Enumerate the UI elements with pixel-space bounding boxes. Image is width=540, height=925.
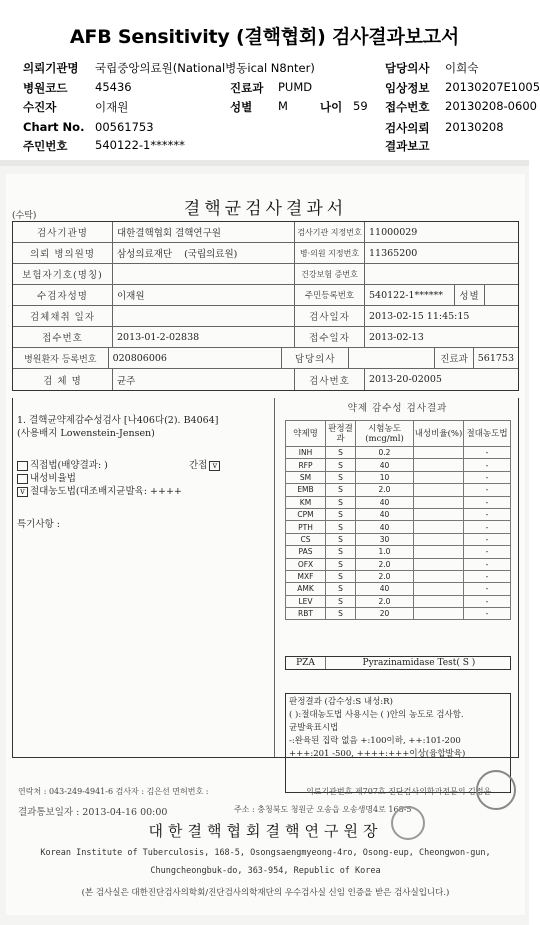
- doctor-label: 담당의사: [385, 61, 430, 75]
- grid-label: 진료과: [435, 348, 473, 368]
- drug-cell: LEV: [286, 595, 326, 607]
- drug-row: [286, 521, 511, 533]
- institution-label: 의뢰기관명: [23, 61, 79, 75]
- grid-row: [13, 243, 518, 264]
- grid-value: 540122-1******: [365, 285, 455, 305]
- drug-cell: -: [464, 533, 511, 545]
- judgement-line: +++:201 -500, ++++:+++이상(융합발육): [289, 749, 466, 759]
- direct-method-label: 직접법(배양결과: ): [30, 460, 108, 471]
- recipient-label: 수진자: [23, 100, 57, 114]
- grid-value: 이재원: [113, 285, 295, 305]
- clinical-label: 임상정보: [385, 81, 430, 95]
- grid-label: 접수번호: [13, 327, 113, 347]
- results-section: [12, 398, 519, 758]
- drug-cell: CS: [286, 533, 326, 545]
- drug-cell: RBT: [286, 608, 326, 620]
- address-line: 주소 : 충청북도 청원군 오송읍 오송생명4로 168-5: [234, 805, 412, 814]
- grid-value: 561753: [477, 352, 514, 364]
- checkbox-icon: [17, 461, 28, 471]
- drug-cell: INH: [286, 447, 326, 459]
- drug-cell: -: [464, 558, 511, 570]
- drug-cell: S: [326, 558, 356, 570]
- judgement-line: 균발육표시법: [289, 723, 339, 733]
- grid-row: [13, 264, 518, 285]
- drug-cell: S: [326, 459, 356, 471]
- drug-cell: S: [326, 496, 356, 508]
- contact-line: 연락처 : 043-249-4941-6 검사자 : 김은선 면허번호 :: [18, 787, 209, 796]
- grid-value: [113, 243, 295, 263]
- drug-cell: AMK: [286, 583, 326, 595]
- special-notes: 특기사항 :: [17, 519, 60, 530]
- drug-cell: EMB: [286, 484, 326, 496]
- suta-label: (수탁): [12, 211, 37, 221]
- grid-row: [13, 369, 518, 390]
- judgement-box: [285, 693, 511, 793]
- drug-cell: [414, 595, 464, 607]
- drug-cell: -: [464, 471, 511, 483]
- col-header: 판정결과: [326, 421, 356, 447]
- institute-name: 대한결핵협회결핵연구원장: [148, 822, 383, 840]
- received-label: 접수번호: [385, 100, 430, 114]
- grid-label: 주민등록번호: [295, 285, 365, 305]
- drug-cell: 40: [356, 583, 414, 595]
- grid-label: 수검자성명: [13, 285, 113, 305]
- drug-cell: 40: [356, 459, 414, 471]
- institution-value: 국립중앙의료원(National병동ical N8nter): [95, 61, 315, 75]
- susceptibility-header: 약제 감수성 검사결과: [347, 403, 448, 414]
- drug-cell: 2.0: [356, 484, 414, 496]
- checkbox-icon: [17, 474, 28, 484]
- drug-row: [286, 595, 511, 607]
- drug-row: [286, 583, 511, 595]
- ratio-method-label: 내성비율법: [30, 473, 76, 484]
- drug-cell: -: [464, 496, 511, 508]
- grid-value: [113, 306, 295, 326]
- grid-label: 검 체 명: [13, 369, 113, 390]
- drug-cell: 2.0: [356, 570, 414, 582]
- grid-value: 2013-02-13: [369, 331, 424, 343]
- drug-cell: -: [464, 570, 511, 582]
- seal-stamp: [476, 770, 516, 810]
- drug-cell: [414, 533, 464, 545]
- col-header: 약제명: [286, 421, 326, 447]
- drug-cell: -: [464, 521, 511, 533]
- grid-label: 병·의원 지정번호: [295, 243, 365, 263]
- drug-cell: 2.0: [356, 558, 414, 570]
- absolute-method-label: 절대농도법(대조배지균발육: ++++: [30, 486, 182, 497]
- direct-method: [17, 457, 108, 471]
- info-grid: [12, 221, 519, 391]
- drug-cell: S: [326, 608, 356, 620]
- age-value: 59: [353, 99, 368, 113]
- drug-cell: 40: [356, 521, 414, 533]
- col-header: 시험농도(mcg/ml): [356, 421, 414, 447]
- grid-label: 병원환자 등록번호: [13, 348, 109, 368]
- drug-cell: S: [326, 595, 356, 607]
- grid-row: [13, 327, 518, 348]
- drug-row: [286, 558, 511, 570]
- drug-row: [286, 570, 511, 582]
- dept-value: PUMD: [278, 80, 313, 94]
- method-panel: [13, 398, 275, 757]
- grid-row: [13, 222, 518, 243]
- grid-value: 2013-20-02005: [369, 374, 442, 385]
- age-label: 나이: [320, 100, 343, 114]
- col-header: 내성비율(%): [414, 421, 464, 447]
- english-address-1: Korean Institute of Tuberculosis, 168-5, Osongsaengmyeong-4ro, Osong-eup, Cheongwon-gun,: [40, 848, 491, 858]
- drug-cell: [414, 608, 464, 620]
- drug-cell: [414, 484, 464, 496]
- grid-value: [349, 348, 435, 368]
- drug-cell: -: [464, 459, 511, 471]
- indirect-method: [189, 457, 222, 471]
- seal-stamp: [391, 806, 425, 840]
- sex-label: 성별: [230, 100, 253, 114]
- grid-value: [365, 264, 518, 284]
- test-line: 1. 결핵균약제감수성검사 [나406다(2). B4064]: [17, 415, 219, 426]
- drug-cell: MXF: [286, 570, 326, 582]
- report-title: AFB Sensitivity (결핵협회) 검사결과보고서: [69, 26, 460, 48]
- recipient-value: 이재원: [95, 100, 129, 114]
- drug-row: [286, 447, 511, 459]
- drug-cell: S: [326, 508, 356, 520]
- grid-label: 검사기관명: [13, 222, 113, 242]
- hospital-code-label: 병원코드: [23, 81, 68, 95]
- grid-value: [113, 264, 295, 284]
- drug-row: [286, 484, 511, 496]
- drug-cell: 20: [356, 608, 414, 620]
- drug-cell: -: [464, 447, 511, 459]
- grid-value: 균주: [113, 369, 295, 390]
- drug-row: [286, 496, 511, 508]
- drug-cell: [414, 570, 464, 582]
- drug-cell: 30: [356, 533, 414, 545]
- received-value: 20130208-0600: [445, 99, 537, 113]
- drug-cell: -: [464, 484, 511, 496]
- pza-value: Pyrazinamidase Test( S ): [362, 658, 476, 668]
- drug-cell: [414, 459, 464, 471]
- grid-value: 2013-02-15 11:45:15: [369, 310, 470, 322]
- grid-value: 2013-01-2-02838: [113, 327, 295, 347]
- english-address-2: Chungcheongbuk-do, 363-954, Republic of Korea: [150, 866, 381, 876]
- referral-hospital: 삼성의료재단: [117, 249, 173, 260]
- sex-value: M: [278, 99, 288, 113]
- ratio-method: [17, 470, 76, 484]
- report-label: 결과보고: [385, 139, 430, 153]
- drug-cell: -: [464, 608, 511, 620]
- drug-cell: 1.0: [356, 546, 414, 558]
- drug-cell: S: [326, 583, 356, 595]
- drug-cell: [414, 521, 464, 533]
- referral-hospital-note: (국립의료원): [184, 249, 238, 260]
- absolute-method: [17, 483, 182, 497]
- request-value: 20130208: [445, 120, 504, 134]
- grid-value: 11000029: [369, 226, 418, 238]
- drug-row: [286, 508, 511, 520]
- scanned-document: [6, 174, 525, 915]
- drug-cell: 40: [356, 496, 414, 508]
- chart-label: Chart No.: [23, 120, 85, 134]
- request-label: 검사의뢰: [385, 121, 430, 135]
- dept-label: 진료과: [230, 81, 264, 95]
- grid-row: [13, 285, 518, 306]
- drug-cell: RFP: [286, 459, 326, 471]
- pza-label: PZA: [286, 657, 326, 669]
- drug-cell: S: [326, 447, 356, 459]
- certification-note: (본 검사실은 대한진단검사의학회/진단검사의학재단의 우수검사실 신임 인증을 받은 검사실입니다.): [81, 888, 450, 898]
- drug-row: [286, 608, 511, 620]
- drug-cell: S: [326, 533, 356, 545]
- drug-cell: PAS: [286, 546, 326, 558]
- doctor-value: 이희숙: [445, 61, 479, 75]
- report-header: [0, 0, 540, 160]
- drug-cell: CPM: [286, 508, 326, 520]
- grid-label: 검사일자: [295, 306, 365, 326]
- drug-cell: -: [464, 546, 511, 558]
- grid-value: [485, 285, 518, 305]
- judgement-line: ( ):절대농도법 사용시는 ( )안의 농도로 검사함.: [289, 710, 464, 720]
- grid-label: 접수일자: [295, 327, 365, 347]
- drug-cell: [414, 471, 464, 483]
- drug-cell: OFX: [286, 558, 326, 570]
- document-title: 결핵균검사결과서: [183, 199, 348, 219]
- grid-label: 담당의사: [282, 348, 349, 368]
- checkbox-checked-icon: v: [17, 487, 28, 497]
- grid-value: 020806006: [109, 348, 283, 368]
- grid-label: 보험자기호(명칭): [13, 264, 113, 284]
- drug-cell: S: [326, 546, 356, 558]
- drug-cell: [414, 583, 464, 595]
- drug-cell: SM: [286, 471, 326, 483]
- drug-cell: -: [464, 508, 511, 520]
- indirect-method-label: 간접: [189, 460, 208, 471]
- grid-label: 검사기관 지정번호: [295, 222, 365, 242]
- drug-cell: S: [326, 484, 356, 496]
- medium-line: (사용배지 Lowenstein-Jensen): [17, 428, 155, 439]
- drug-cell: S: [326, 521, 356, 533]
- licence-line: 의료기관번호 제707호 진단검사의학과전문의 김정윤: [306, 787, 492, 796]
- judgement-line: 판정결과 (감수성:S 내성:R): [289, 697, 393, 707]
- pza-row: [285, 656, 511, 670]
- drug-cell: [414, 508, 464, 520]
- drug-row: [286, 533, 511, 545]
- drug-cell: S: [326, 570, 356, 582]
- drug-cell: 10: [356, 471, 414, 483]
- hospital-code-value: 45436: [95, 80, 132, 94]
- drug-cell: PTH: [286, 521, 326, 533]
- drug-cell: [414, 447, 464, 459]
- scanned-document-area: [0, 166, 529, 925]
- drug-cell: [414, 546, 464, 558]
- grid-label: 건강보험 증번호: [295, 264, 365, 284]
- drug-cell: [414, 558, 464, 570]
- checkbox-checked-icon: v: [209, 461, 220, 471]
- drug-row: [286, 546, 511, 558]
- grid-label: 검사번호: [295, 369, 365, 390]
- drug-cell: 0.2: [356, 447, 414, 459]
- chart-value: 00561753: [95, 120, 154, 134]
- grid-value: 대한결핵협회 결핵연구원: [113, 222, 295, 242]
- rrn-label: 주민번호: [23, 139, 68, 153]
- clinical-value: 20130207E1005: [445, 80, 540, 94]
- judgement-line: -:완육된 집락 없음 +:100이하, ++:101-200: [289, 736, 461, 746]
- report-date: 결과통보일자 : 2013-04-16 00:00: [18, 807, 168, 818]
- drug-cell: -: [464, 595, 511, 607]
- drug-row: [286, 471, 511, 483]
- drug-table: [285, 420, 511, 620]
- drug-cell: 40: [356, 508, 414, 520]
- grid-label: 의뢰 병의원명: [13, 243, 113, 263]
- col-header: 절대농도법: [464, 421, 511, 447]
- grid-row: [13, 306, 518, 327]
- drug-cell: KM: [286, 496, 326, 508]
- rrn-value: 540122-1******: [95, 138, 185, 152]
- table-header-row: [286, 421, 511, 447]
- drug-cell: -: [464, 583, 511, 595]
- grid-row: [13, 348, 518, 369]
- drug-cell: S: [326, 471, 356, 483]
- drug-cell: 2.0: [356, 595, 414, 607]
- drug-cell: [414, 496, 464, 508]
- drug-row: [286, 459, 511, 471]
- grid-label: 성별: [455, 285, 485, 305]
- grid-label: 검체채취 일자: [13, 306, 113, 326]
- grid-value: 11365200: [369, 247, 418, 259]
